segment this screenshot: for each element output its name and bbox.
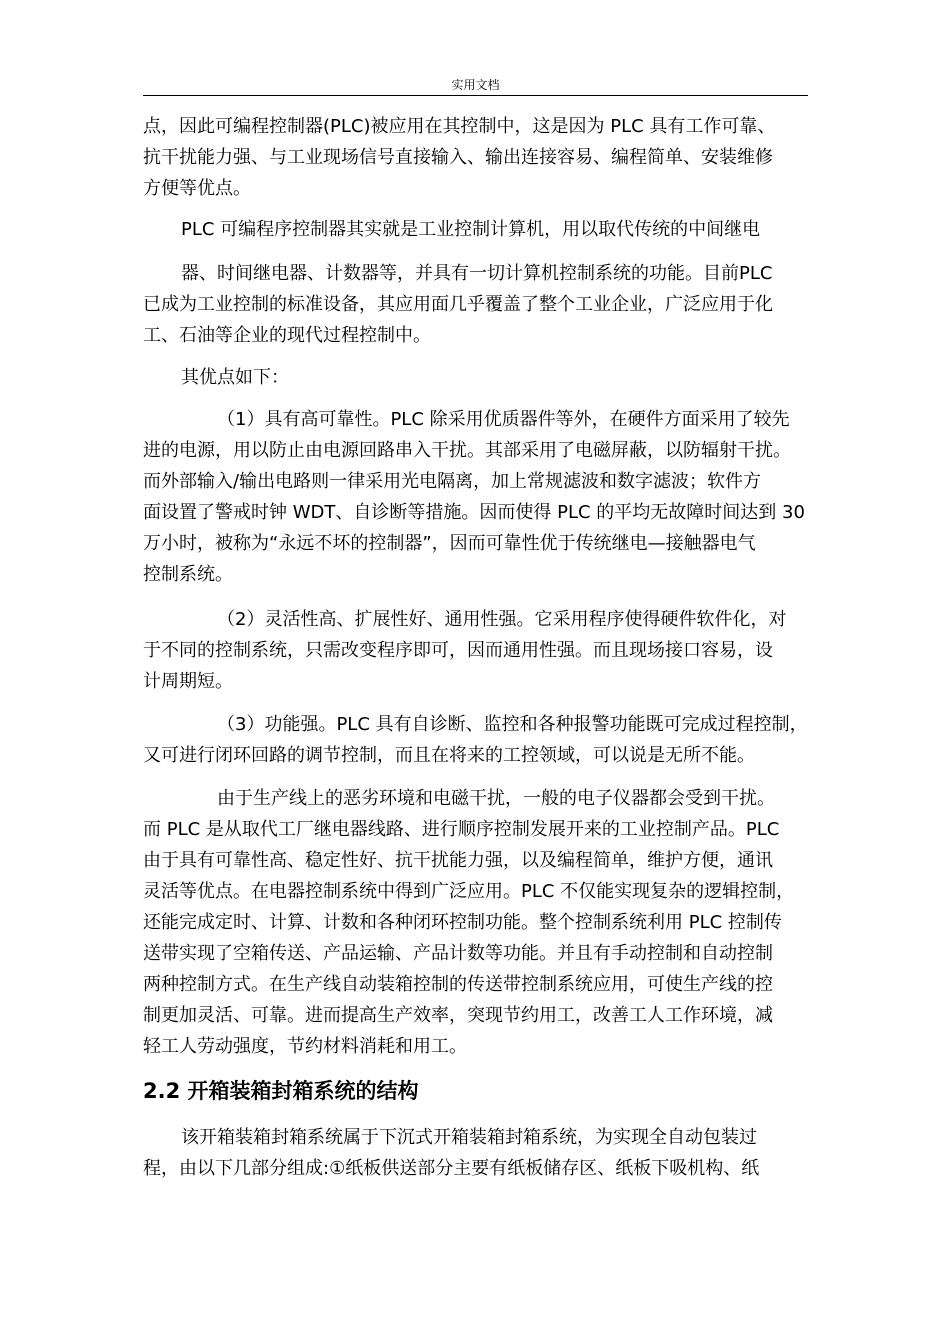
text-line: 而 PLC 是从取代工厂继电器线路、进行顺序控制发展开来的工业控制产品。PLC bbox=[143, 819, 780, 840]
text-line: 制更加灵活、可靠。进而提高生产效率，突现节约用工，改善工人工作环境，减 bbox=[143, 1005, 773, 1026]
text-line: 而外部输入/输出电路则一律采用光电隔离，加上常规滤波和数字滤波；软件方 bbox=[143, 471, 762, 492]
paragraph-1 bbox=[143, 111, 819, 204]
text-line: 程，由以下几部分组成:①纸板供送部分主要有纸板储存区、纸板下吸机构、纸 bbox=[143, 1158, 760, 1179]
text-line: 由于具有可靠性高、稳定性好、抗干扰能力强，以及编程简单，维护方便，通讯 bbox=[143, 850, 773, 871]
paragraph-2 bbox=[181, 214, 857, 245]
text-line: （2）灵活性高、扩展性好、通用性强。它采用程序使得硬件软件化，对 bbox=[217, 609, 787, 630]
text-line: 方便等优点。 bbox=[143, 178, 251, 199]
text-line: （1）具有高可靠性。PLC 除采用优质器件等外，在硬件方面采用了较先 bbox=[217, 409, 790, 430]
text-line: 该开箱装箱封箱系统属于下沉式开箱装箱封箱系统，为实现全自动包装过 bbox=[181, 1127, 757, 1148]
text-line: 又可进行闭环回路的调节控制，而且在将来的工控领域，可以说是无所不能。 bbox=[143, 745, 755, 766]
text-line: 还能完成定时、计算、计数和各种闭环控制功能。整个控制系统利用 PLC 控制传 bbox=[143, 912, 782, 933]
text-line: 由于生产线上的恶劣环境和电磁干扰，一般的电子仪器都会受到干扰。 bbox=[217, 788, 775, 809]
paragraph-7 bbox=[143, 709, 819, 771]
text-line: 计周期短。 bbox=[143, 671, 233, 692]
text-line: 抗干扰能力强、与工业现场信号直接输入、输出连接容易、编程简单、安装维修 bbox=[143, 147, 773, 168]
text-line: 器、时间继电器、计数器等，并具有一切计算机控制系统的功能。目前PLC bbox=[181, 263, 773, 284]
paragraph-9 bbox=[143, 1122, 819, 1184]
paragraph-5 bbox=[143, 404, 819, 590]
page-header bbox=[143, 76, 808, 96]
text-line: 控制系统。 bbox=[143, 564, 233, 585]
text-line: 两种控制方式。在生产线自动装箱控制的传送带控制系统应用，可使生产线的控 bbox=[143, 974, 773, 995]
text-line: 进的电源，用以防止由电源回路串入干扰。其部采用了电磁屏蔽，以防辐射干扰。 bbox=[143, 440, 791, 461]
text-line: （3）功能强。PLC 具有自诊断、监控和各种报警功能既可完成过程控制， bbox=[217, 714, 808, 735]
text-line: 灵活等优点。在电器控制系统中得到广泛应用。PLC 不仅能实现复杂的逻辑控制， bbox=[143, 881, 795, 902]
paragraph-8 bbox=[143, 783, 819, 1062]
header-title: 实用文档 bbox=[451, 78, 500, 92]
paragraph-3 bbox=[143, 258, 819, 351]
text-line: 于不同的控制系统，只需改变程序即可，因而通用性强。而且现场接口容易，设 bbox=[143, 640, 773, 661]
text-line: 其优点如下： bbox=[181, 367, 289, 388]
text-line: 已成为工业控制的标准设备，其应用面几乎覆盖了整个工业企业，广泛应用于化 bbox=[143, 294, 773, 315]
text-line: 万小时，被称为“永远不坏的控制器”，因而可靠性优于传统继电—接触器电气 bbox=[143, 533, 756, 554]
section-heading: 2.2 开箱装箱封箱系统的结构 bbox=[143, 1079, 419, 1103]
text-line: 送带实现了空箱传送、产品运输、产品计数等功能。并且有手动控制和自动控制 bbox=[143, 943, 773, 964]
text-line: 点，因此可编程控制器(PLC)被应用在其控制中，这是因为 PLC 具有工作可靠、 bbox=[143, 116, 776, 137]
paragraph-4 bbox=[181, 362, 857, 393]
text-line: PLC 可编程序控制器其实就是工业控制计算机，用以取代传统的中间继电 bbox=[181, 219, 761, 240]
text-line: 面设置了警戒时钟 WDT、自诊断等措施。因而使得 PLC 的平均无故障时间达到 30 bbox=[143, 502, 805, 523]
text-line: 工、石油等企业的现代过程控制中。 bbox=[143, 325, 431, 346]
text-line: 轻工人劳动强度，节约材料消耗和用工。 bbox=[143, 1036, 467, 1057]
paragraph-6 bbox=[143, 604, 819, 697]
